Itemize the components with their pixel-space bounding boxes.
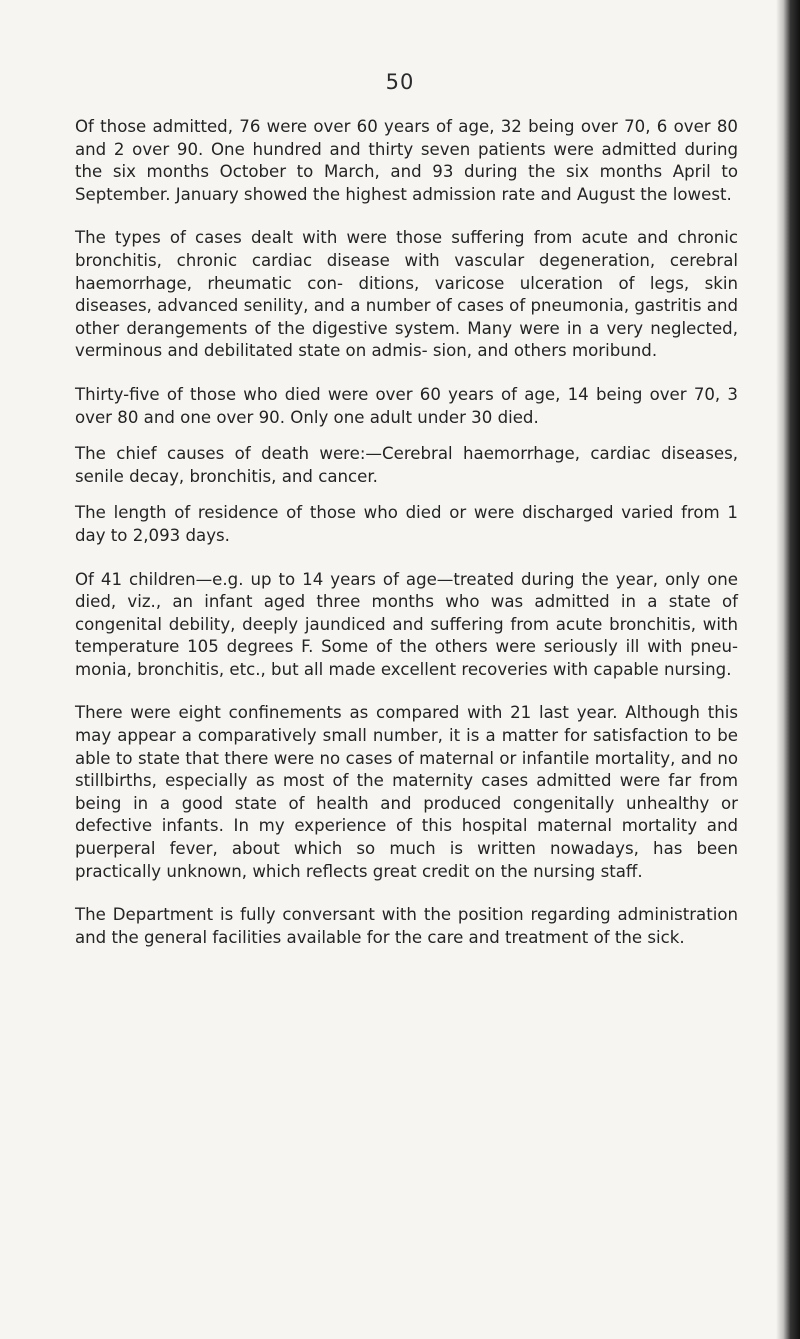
page-number: 50	[385, 70, 415, 94]
paragraph-case-types: The types of cases dealt with were those suffering from acute and chronic bronchitis, chronic cardiac disease with vascular degeneration, cerebral haemorrhage, rheumatic con- ditions, varicose ulceration of legs, skin diseases, advanced senility, and a number of cases of pneumonia, gastritis and other derangements of the digestive system. Many were in a very neglected, verminous and debilitated state on admis- sion, and others moribund.	[75, 228, 738, 361]
paragraph-confinements: There were eight confinements as compared with 21 last year. Although this may appear a comparatively small number, it is a matter for satisfaction to be able to state that there were no cases of maternal or infantile mortality, and no stillbirths, especially as most of the maternity cases admitted were far from being in a good state of health and produced congenitally unhealthy or defective infants. In my experience of this hospital maternal mortality and puerperal fever, about which so much is written nowadays, has been practically unknown, which reflects great credit on the nursing staff.	[75, 703, 738, 881]
paragraph-children: Of 41 children—e.g. up to 14 years of age—treated during the year, only one died, viz., an infant aged three months who was admitted in a state of congenital debility, deeply jaundiced and suffering from acute bronchitis, with temperature 105 degrees F. Some of the others were seriously ill with pneu- monia, bronchitis, etc., but all made excellent recoveries with capable nursing.	[75, 569, 738, 679]
paragraph-department: The Department is fully conversant with the position regarding administration and the general facilities available for the care and treatment of the sick.	[75, 905, 738, 947]
body-text	[75, 116, 738, 970]
paragraph-admissions: Of those admitted, 76 were over 60 years of age, 32 being over 70, 6 over 80 and 2 over 90. One hundred and thirty seven patients were admitted during the six months October to March, and 93 during the six months April to September. January showed the highest admission rate and August the lowest.	[75, 117, 738, 204]
page-edge-shadow	[776, 0, 800, 1339]
paragraph-length-of-residence: The length of residence of those who died or were discharged varied from 1 day to 2,093 days.	[75, 503, 738, 545]
paragraph-deaths-age: Thirty-five of those who died were over 60 years of age, 14 being over 70, 3 over 80 and one over 90. Only one adult under 30 died.	[75, 384, 738, 427]
paragraph-causes-of-death: The chief causes of death were:—Cerebral haemorrhage, cardiac diseases, senile decay, bronchitis, and cancer.	[75, 444, 738, 486]
